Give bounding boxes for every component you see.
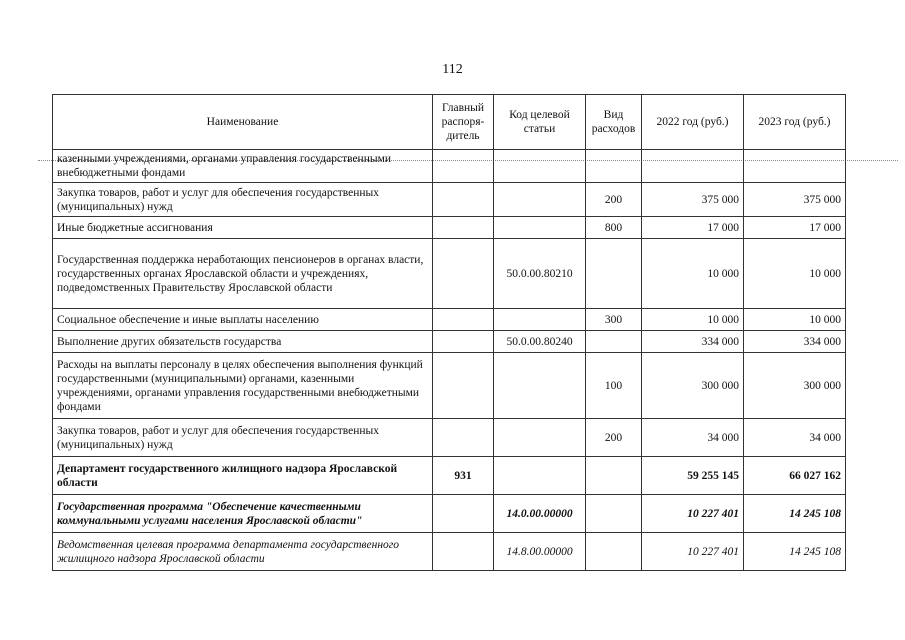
cell-expense-type <box>586 495 642 533</box>
cell-expense-type: 200 <box>586 183 642 217</box>
cell-2023: 17 000 <box>744 217 846 239</box>
table-row <box>53 309 846 331</box>
cell-name: Государственная программа "Обеспечение качественными коммунальными услугами населения Ярославской области" <box>53 495 433 533</box>
table-row <box>53 331 846 353</box>
cell-expense-type: 100 <box>586 353 642 419</box>
cell-target-code <box>494 457 586 495</box>
cell-name: Департамент государственного жилищного надзора Ярославской области <box>53 457 433 495</box>
table-row <box>53 239 846 309</box>
cell-target-code <box>494 183 586 217</box>
cell-2023: 300 000 <box>744 353 846 419</box>
page-number: 112 <box>442 62 463 77</box>
cell-target-code <box>494 150 586 183</box>
cell-2023: 34 000 <box>744 419 846 457</box>
header-row <box>53 95 846 150</box>
cell-main-manager <box>433 331 494 353</box>
table-row <box>53 217 846 239</box>
cell-expense-type <box>586 150 642 183</box>
cell-2022: 59 255 145 <box>642 457 744 495</box>
cell-2023: 10 000 <box>744 309 846 331</box>
cell-2022: 334 000 <box>642 331 744 353</box>
cell-name: Иные бюджетные ассигнования <box>53 217 433 239</box>
cell-2023: 66 027 162 <box>744 457 846 495</box>
table-row <box>53 150 846 183</box>
table-row <box>53 495 846 533</box>
cell-2023: 375 000 <box>744 183 846 217</box>
cell-target-code: 50.0.00.80240 <box>494 331 586 353</box>
cell-expense-type: 800 <box>586 217 642 239</box>
header-target-code: Код целевой статьи <box>494 95 586 150</box>
header-year-2022: 2022 год (руб.) <box>642 95 744 150</box>
cell-main-manager <box>433 353 494 419</box>
cell-name: Ведомственная целевая программа департамента государственного жилищного надзора Ярославской области <box>53 533 433 571</box>
cell-2022: 10 000 <box>642 309 744 331</box>
cell-target-code <box>494 419 586 457</box>
cell-target-code: 14.0.00.00000 <box>494 495 586 533</box>
cell-name: казенными учреждениями, органами управления государственными внебюджетными фондами <box>53 150 433 183</box>
table-row <box>53 353 846 419</box>
cell-main-manager: 931 <box>433 457 494 495</box>
cell-name: Закупка товаров, работ и услуг для обеспечения государственных (муниципальных) нужд <box>53 419 433 457</box>
cell-2022: 34 000 <box>642 419 744 457</box>
cell-2022: 17 000 <box>642 217 744 239</box>
table-body <box>53 150 846 571</box>
cell-name: Социальное обеспечение и иные выплаты населению <box>53 309 433 331</box>
cell-main-manager <box>433 217 494 239</box>
cell-expense-type <box>586 331 642 353</box>
cell-2023: 10 000 <box>744 239 846 309</box>
cell-2022: 10 227 401 <box>642 495 744 533</box>
table-row <box>53 533 846 571</box>
cell-expense-type <box>586 457 642 495</box>
cell-main-manager <box>433 183 494 217</box>
table-row <box>53 419 846 457</box>
cell-target-code: 50.0.00.80210 <box>494 239 586 309</box>
header-year-2023: 2023 год (руб.) <box>744 95 846 150</box>
cell-main-manager <box>433 150 494 183</box>
cell-name: Государственная поддержка неработающих пенсионеров в органах власти, государственных органах Ярославской области и учреждениях, подведомственных Правительству Ярославской области <box>53 239 433 309</box>
cell-name: Закупка товаров, работ и услуг для обеспечения государственных (муниципальных) нужд <box>53 183 433 217</box>
header-main-manager: Главный распоря-дитель <box>433 95 494 150</box>
cell-target-code <box>494 309 586 331</box>
header-name: Наименование <box>53 95 433 150</box>
cell-main-manager <box>433 533 494 571</box>
cell-expense-type <box>586 533 642 571</box>
cell-main-manager <box>433 419 494 457</box>
table-row <box>53 183 846 217</box>
table-row <box>53 457 846 495</box>
cell-2022: 10 000 <box>642 239 744 309</box>
cell-2023: 14 245 108 <box>744 495 846 533</box>
cell-expense-type: 200 <box>586 419 642 457</box>
cell-2022: 10 227 401 <box>642 533 744 571</box>
cell-2022: 300 000 <box>642 353 744 419</box>
cell-2022 <box>642 150 744 183</box>
cell-main-manager <box>433 239 494 309</box>
cell-name: Расходы на выплаты персоналу в целях обеспечения выполнения функций государственными (муниципальными) органами, казенными учреждениями, органами управления государственными внебюджетными фондами <box>53 353 433 419</box>
budget-table <box>52 94 846 571</box>
cell-2023: 334 000 <box>744 331 846 353</box>
cell-name: Выполнение других обязательств государства <box>53 331 433 353</box>
header-expense-type: Вид расходов <box>586 95 642 150</box>
cell-2022: 375 000 <box>642 183 744 217</box>
cell-target-code <box>494 217 586 239</box>
cell-2023: 14 245 108 <box>744 533 846 571</box>
cell-2023 <box>744 150 846 183</box>
cell-target-code: 14.8.00.00000 <box>494 533 586 571</box>
cell-target-code <box>494 353 586 419</box>
cell-expense-type: 300 <box>586 309 642 331</box>
cell-main-manager <box>433 309 494 331</box>
cell-main-manager <box>433 495 494 533</box>
cell-expense-type <box>586 239 642 309</box>
